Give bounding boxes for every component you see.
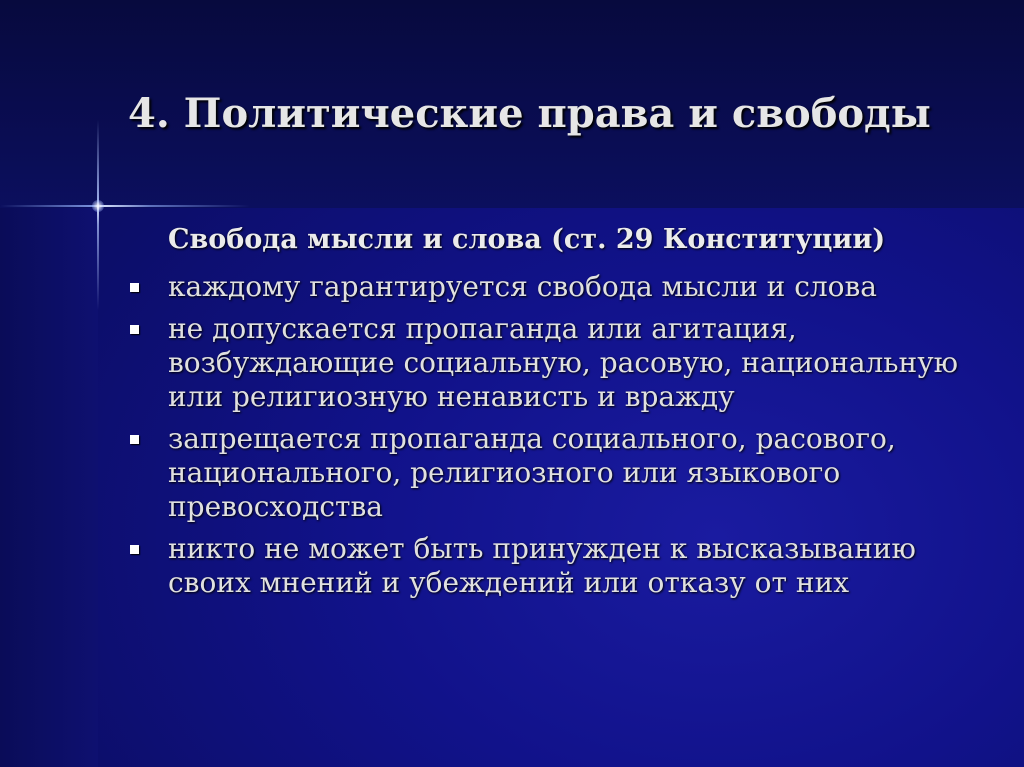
square-bullet-icon	[130, 545, 139, 554]
bullet-list	[128, 270, 988, 600]
square-bullet-icon	[130, 283, 139, 292]
bullet-text: каждому гарантируется свобода мысли и слова	[168, 270, 877, 303]
slide-subtitle: Свобода мысли и слова (ст. 29 Конституции)	[168, 224, 886, 255]
bullet-item	[128, 422, 988, 524]
left-band	[0, 208, 98, 767]
square-bullet-icon	[130, 325, 139, 334]
bullet-text: запрещается пропаганда социального, расового, национального, религиозного или языкового превосходства	[168, 422, 896, 523]
slide-title: 4. Политические права и свободы	[128, 90, 931, 137]
bullet-text: никто не может быть принужден к высказыванию своих мнений и убеждений или отказу от них	[168, 532, 916, 599]
slide-content	[128, 218, 988, 608]
bullet-item	[128, 270, 988, 304]
bullet-text: не допускается пропаганда или агитация, возбуждающие социальную, расовую, национальную или религиозную ненависть и вражду	[168, 312, 959, 413]
bullet-item	[128, 312, 988, 414]
bullet-item	[128, 532, 988, 600]
square-bullet-icon	[130, 435, 139, 444]
